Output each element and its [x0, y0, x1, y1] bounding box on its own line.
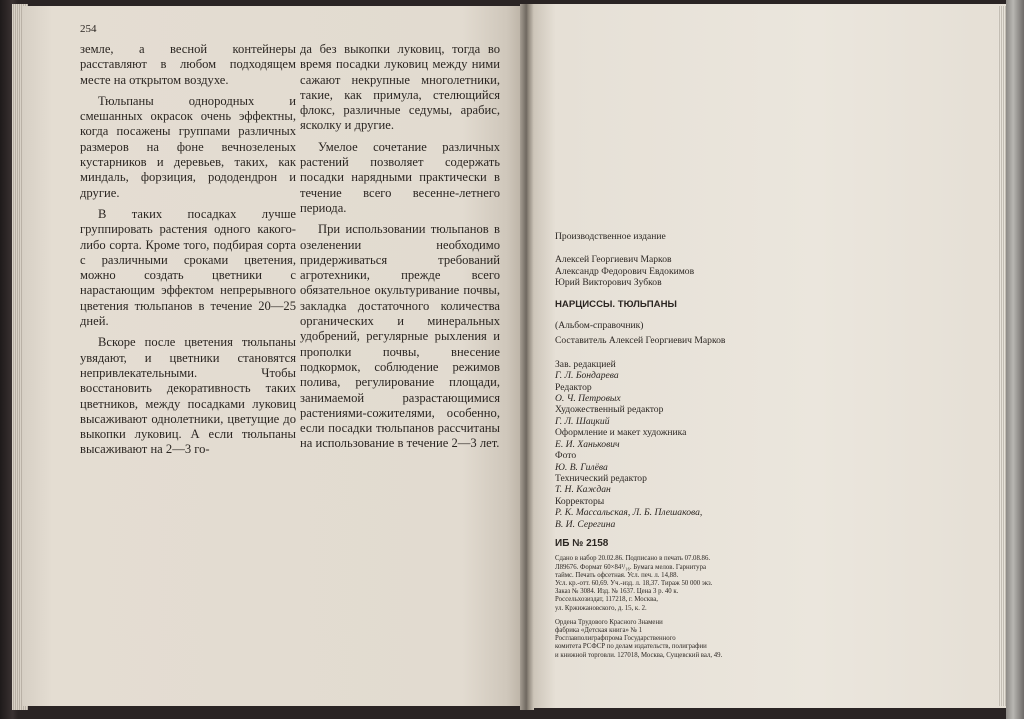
credit-role: Фото: [555, 450, 577, 462]
page-number: 254: [80, 23, 97, 35]
printer-line: Ордена Трудового Красного Знамени: [555, 618, 663, 626]
print-line: Заказ № 3084. Изд. № 1637. Цена 3 р. 40 к.: [555, 588, 679, 596]
credit-name: Ю. В. Гилёва: [555, 461, 608, 473]
author-name: Александр Федорович Евдокимов: [555, 265, 695, 277]
text-column-2: [300, 42, 500, 458]
printer-line: фабрика «Детская книга» № 1: [555, 626, 643, 634]
credit-name: Е. И. Ханькович: [555, 438, 620, 450]
paragraph: В таких посадках лучше группировать растения одного какого-либо сорта. Кроме того, подбирая сорта с различными сроками цветения, можно создать цветники с нарастающим эффектом непрерывного цветения тюльпанов в течение 20—25 дней.: [80, 206, 296, 329]
printer-details: [555, 619, 795, 660]
credit-role: Корректоры: [555, 495, 605, 507]
print-line: Л89676. Формат 60×84¹/₁₆. Бумага мелов. Гарнитура: [555, 563, 706, 571]
credit-name: Г. Л. Шацкий: [555, 415, 610, 427]
printer-line: Росглавполиграфпрома Государственного: [555, 635, 676, 643]
credit-name: Т. Н. Каждан: [555, 484, 611, 496]
book-subtitle: (Альбом-справочник): [555, 320, 644, 332]
printer-line: и книжной торговли. 127018, Москва, Сущевский вал, 49.: [555, 651, 723, 659]
print-line: Россельхозиздат, 117218, г. Москва,: [555, 596, 658, 604]
print-line: Сдано в набор 20.02.86. Подписано в печать 07.08.86.: [555, 555, 711, 563]
print-line: ул. Кржижановского, д. 15, к. 2.: [555, 604, 647, 612]
paragraph: Умелое сочетание различных растений позволяет содержать посадки нарядными практически в течение всего весенне-летнего периода.: [300, 139, 500, 215]
book-gutter: [520, 4, 534, 710]
credit-role: Редактор: [555, 381, 592, 393]
credit-role: Зав. редакцией: [555, 358, 616, 370]
print-details: [555, 555, 795, 612]
credit-role: Технический редактор: [555, 472, 647, 484]
author-name: Алексей Георгиевич Марков: [555, 254, 672, 266]
print-line: таймс. Печать офсетная. Усл. печ. л. 14,88.: [555, 571, 679, 579]
colophon: [555, 231, 795, 660]
credit-name: В. И. Серегина: [555, 518, 616, 530]
paragraph: земле, а весной контейнеры расставляют в любом подходящем месте на открытом воздухе.: [80, 42, 296, 87]
paragraph: да без выкопки луковиц, тогда во время посадки луковиц между ними сажают некрупные многолетники, такие, как примула, стелющийся флокс, различные седумы, арабис, ясколку и другие.: [300, 42, 500, 133]
credit-name: Р. К. Массальская, Л. Б. Плешакова,: [555, 507, 703, 519]
print-line: Усл. кр.-отт. 60,69. Уч.-изд. л. 18,37. Тираж 50 000 экз.: [555, 579, 713, 587]
ib-number: ИБ № 2158: [555, 537, 609, 549]
book-title: НАРЦИССЫ. ТЮЛЬПАНЫ: [555, 298, 677, 310]
text-column-1: [80, 42, 296, 464]
paragraph: Вскоре после цветения тюльпаны увядают, и цветники становятся непривлекательными. Чтобы восстановить декоративность таких цветников, между посадками луковиц высаживают однолетники, цветущие до выкопки луковиц. А если тюльпаны высаживают на 2—3 го-: [80, 335, 296, 457]
author-name: Юрий Викторович Зубков: [555, 277, 662, 289]
compiler: Составитель Алексей Георгиевич Марков: [555, 335, 726, 347]
edition-type: Производственное издание: [555, 231, 666, 242]
credit-role: Оформление и макет художника: [555, 427, 687, 439]
credit-role: Художественный редактор: [555, 404, 664, 416]
paragraph: При использовании тюльпанов в озеленении необходимо придерживаться требований агротехники, прежде всего обязательное окультуривание почвы, закладка достаточного количества органических и минеральных удобрений, регулярные рыхления и прополки почвы, внесение подкормок, соблюдение режимов полива, регулирование площади, занимаемой разрастающимися растениями-сожителями, особенно, если посадки тюльпанов рассчитаны на использование в течение 2—3 лет.: [300, 222, 500, 451]
credit-name: Г. Л. Бондарева: [555, 370, 619, 382]
credit-name: О. Ч. Петровых: [555, 393, 621, 405]
book-cover-right: [1006, 0, 1024, 719]
printer-line: комитета РСФСР по делам издательств, полиграфии: [555, 643, 707, 651]
paragraph: Тюльпаны однородных и смешанных окрасок очень эффектны, когда посажены группами различных размеров на фоне вечнозеленых кустарников и деревьев, таких, как миндаль, форзиция, рододендрон и другие.: [80, 93, 296, 200]
